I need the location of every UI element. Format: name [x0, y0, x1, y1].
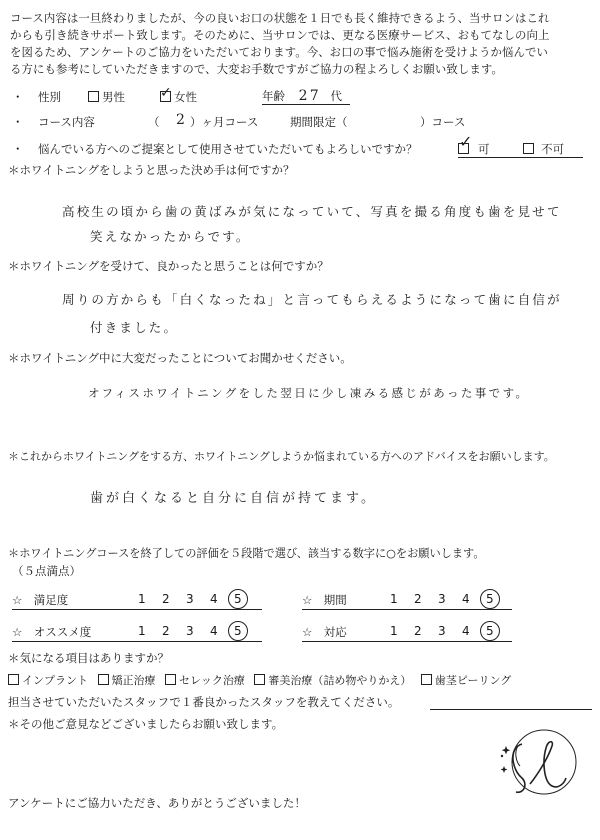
question-prompt: ＊ホワイトニングをしようと思った決め手は何ですか？: [8, 163, 295, 177]
limited-label: 期間限定（: [290, 115, 348, 129]
interest-option-label: インプラント: [22, 674, 88, 687]
rating-underline: [12, 641, 262, 642]
consent-no-label: 不可: [541, 142, 565, 156]
rating-prompt: ＊ホワイトニングコースを終了しての評価を５段階で選び、該当する数字に○をお願いします。: [8, 547, 485, 560]
interest-option-label: 審美治療（詰め物やりかえ）: [268, 674, 412, 687]
intro-line: コース内容は一旦終わりましたが、今の良いお口の状態を１日でも長く維持できるよう、当サロンはこれ: [10, 11, 550, 25]
selected-score-circle: [480, 589, 500, 609]
intro-line: を図るため、アンケートのご協力をいただいております。今、お口の事で悩み施術を受けようか悩んでい: [10, 45, 549, 59]
rating-score[interactable]: 2: [414, 624, 422, 638]
question-prompt: ＊ホワイトニング中に大変だったことについてお聞かせください。: [8, 351, 352, 365]
rating-underline: [302, 609, 512, 610]
handwritten-answer-line: オフィスホワイトニングをした翌日に少し凍みる感じがあった事です。: [88, 386, 530, 400]
consent-no-checkbox[interactable]: [523, 143, 534, 154]
bullet: ・: [12, 115, 24, 129]
intro-paragraph: [10, 10, 595, 78]
interest-options: [8, 672, 511, 688]
interest-checkbox[interactable]: [421, 674, 432, 685]
handwritten-answer-line: 高校生の頃から歯の黄ばみが気になっていて、写真を撮る角度も歯を見せて: [62, 204, 562, 219]
rating-label: ☆ 期間: [302, 593, 347, 607]
interest-option-implant[interactable]: [8, 674, 88, 687]
interest-option-cerec[interactable]: [165, 674, 245, 687]
rating-score[interactable]: 3: [438, 592, 446, 606]
consent-question: 悩んでいる方へのご提案として使用させていただいてもよろしいですか？: [38, 142, 418, 156]
question-prompt: ＊ホワイトニングを受けて、良かったと思うことは何ですか？: [8, 259, 329, 273]
intro-line: からも引き続きサポート致します。そのために、当サロンでは、更なる医療サービス、おもてなしの向上: [10, 28, 550, 42]
course-label: コース内容: [38, 115, 95, 129]
rating-score[interactable]: 4: [462, 624, 470, 638]
handwritten-answer-line: 歯が白くなると自分に自信が持てます。: [90, 491, 377, 506]
limited-close-label: ）コース: [420, 115, 466, 129]
intro-line: る方にも参考にしていただきますので、大変お手数ですがご協力の程よろしくお願い致します。: [10, 62, 503, 76]
consent-no-option[interactable]: [523, 142, 564, 156]
consent-options: [458, 132, 583, 158]
course-open-paren: （: [148, 115, 160, 129]
rating-score[interactable]: 5: [486, 592, 494, 606]
rating-score[interactable]: 4: [210, 592, 218, 606]
course-close-label: ）ヶ月コース: [190, 115, 259, 129]
rating-score[interactable]: 2: [414, 592, 422, 606]
selected-score-circle: [228, 589, 248, 609]
bullet: ・: [12, 90, 24, 104]
consent-yes-checkbox[interactable]: [458, 132, 473, 154]
interest-option-label: セレック治療: [179, 674, 245, 687]
male-option[interactable]: [88, 89, 125, 105]
thanks-message: アンケートにご協力いただき、ありがとうございました！: [8, 796, 306, 810]
rating-underline: [12, 609, 262, 610]
selected-score-circle: [228, 621, 248, 641]
age-field[interactable]: [262, 88, 350, 105]
rating-score[interactable]: 5: [486, 624, 494, 638]
rating-label: ☆ オススメ度: [12, 625, 92, 639]
rating-score[interactable]: 4: [210, 624, 218, 638]
check-mark-icon: ✓: [459, 132, 473, 151]
staff-answer-line[interactable]: [430, 709, 592, 710]
course-months-value[interactable]: 2: [176, 112, 188, 128]
rating-score[interactable]: 1: [390, 592, 398, 606]
consent-yes-label: 可: [478, 142, 490, 156]
rating-score[interactable]: 2: [162, 624, 170, 638]
female-label: 女性: [174, 90, 197, 104]
handwritten-answer-line: 付きました。: [90, 320, 179, 335]
handwritten-answer-line: 笑えなかったからです。: [90, 229, 251, 244]
rating-score[interactable]: 5: [234, 624, 242, 638]
male-label: 男性: [102, 90, 125, 104]
rating-score[interactable]: 2: [162, 592, 170, 606]
interest-option-label: 矯正治療: [111, 674, 156, 687]
rating-score[interactable]: 3: [438, 624, 446, 638]
bullet: ・: [12, 142, 24, 156]
interest-checkbox[interactable]: [165, 674, 176, 685]
selected-score-circle: [480, 621, 500, 641]
rating-score[interactable]: 1: [138, 624, 146, 638]
check-mark-icon: ✓: [160, 85, 172, 101]
rating-label: ☆ 満足度: [12, 593, 69, 607]
interest-option-aesthetic[interactable]: [254, 674, 411, 687]
interest-option-orthodontics[interactable]: [98, 674, 156, 687]
handwritten-answer-line: 周りの方からも「白くなったね」と言ってもらえるようになって歯に自信が: [62, 292, 562, 307]
rating-note: （５点満点）: [12, 564, 81, 578]
other-prompt: ＊その他ご意見などございましたらお願い致します。: [8, 717, 284, 731]
male-checkbox[interactable]: [88, 91, 99, 102]
age-value: 27: [298, 88, 321, 104]
rating-underline: [302, 641, 512, 642]
staff-prompt: 担当させていただいたスタッフで１番良かったスタッフを教えてください。: [8, 695, 400, 709]
interest-prompt: ＊気になる項目はありますか？: [8, 651, 169, 665]
age-label: 年齢: [262, 89, 285, 103]
rating-score[interactable]: 1: [390, 624, 398, 638]
female-option[interactable]: [160, 85, 197, 105]
age-unit: 代: [330, 89, 343, 103]
rating-score[interactable]: 4: [462, 592, 470, 606]
rating-label: ☆ 対応: [302, 625, 347, 639]
interest-checkbox[interactable]: [254, 674, 265, 685]
question-prompt: ＊これからホワイトニングをする方、ホワイトニングしようか悩まれている方へのアドバイスをお願いします。: [8, 450, 555, 463]
rating-score[interactable]: 3: [186, 592, 194, 606]
interest-checkbox[interactable]: [98, 674, 109, 685]
female-checkbox[interactable]: [160, 85, 172, 102]
rating-score[interactable]: 3: [186, 624, 194, 638]
rating-score[interactable]: 1: [138, 592, 146, 606]
gender-label: 性別: [38, 90, 61, 104]
interest-option-label: 歯茎ピーリング: [434, 674, 512, 687]
interest-option-gum-peeling[interactable]: [421, 674, 511, 687]
interest-checkbox[interactable]: [8, 674, 19, 685]
consent-yes-option[interactable]: [458, 132, 490, 156]
salon-logo-icon: [478, 722, 586, 802]
rating-score[interactable]: 5: [234, 592, 242, 606]
